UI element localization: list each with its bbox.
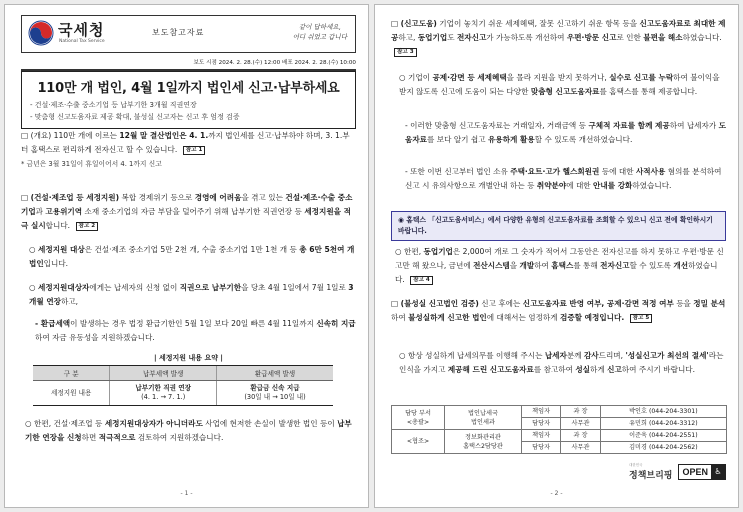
- table-cell: [392, 406, 445, 430]
- ver-text-3: 하여: [391, 313, 409, 323]
- vb-text-4: 라는 인식을 가지고: [399, 351, 724, 375]
- hd2-bold-2: 사적사용: [635, 167, 666, 176]
- vb-text-7: 하여 주시기 바랍니다.: [621, 365, 696, 375]
- dept-label: 담당 부서: [405, 409, 431, 417]
- ver-text-2: 등을: [673, 299, 694, 308]
- vb-bold-3: '성실신고가 최선의 절세': [625, 351, 709, 360]
- section-overview: [21, 129, 356, 170]
- bullet-1-bold: 세정지원 대상: [38, 245, 85, 254]
- table-cell: [445, 406, 522, 430]
- help-bullet-1: ○ 기업이 공제·감면 등 세제혜택을 몰라 지원을 받지 못하거나, 실수로 신고를 누락하여 불이익을 받지 않도록 신고에 도움이 되는 다양한 맞춤형 신고도움자료를 홈택스를 통해 제공합니다.: [399, 73, 720, 97]
- ver-bold-4: 검증할 예정입니다.: [560, 313, 625, 323]
- subbullet-text-2: 하여 자금 유동성을 지원하겠습니다.: [35, 333, 155, 343]
- help-text-5: 로 인한: [616, 33, 644, 43]
- hb-text-4: 를 홈택스를 통해 제공합니다.: [599, 87, 698, 97]
- help-bold-2: 동업기업: [417, 33, 448, 43]
- help-text-3: 도: [447, 33, 457, 43]
- table-header: 구 분: [33, 366, 110, 381]
- pt-bold-3: 개발: [519, 261, 535, 271]
- subbullet-bold: - 환급세액: [35, 319, 71, 328]
- pt-text-5: 를 통해: [573, 261, 601, 271]
- table-header: 환급세액 발생: [217, 366, 334, 381]
- ver-bold-1: 신고도움자료 반영 여부, 공제·감면 적정 여부: [522, 299, 674, 308]
- hd1-text-2: 하여 납세자가: [669, 121, 719, 130]
- help-dash-2: [405, 165, 726, 193]
- hd2-bold-4: 안내를 강화: [593, 181, 633, 191]
- support-bullet-2: ○ 세정지원대상자에게는 납세자의 신청 없이 직권으로 납부기한을 당초 4월 1일에서 7월 1일로 3개월 연장하고,: [29, 283, 354, 307]
- ext-bold-3: 적극적으로: [98, 433, 136, 443]
- table-header-row: [33, 366, 333, 381]
- vb-bold-5: 성실: [575, 365, 591, 375]
- vb-text-1: 항상 성실하게 납세의무를 이행해 주시는: [408, 351, 545, 360]
- hd2-text-5: 하였습니다.: [632, 181, 672, 191]
- pt-text-3: 을: [509, 261, 520, 271]
- hd2-text-2: 등에 대한: [599, 167, 636, 176]
- ver-heading: (불성실 신고법인 검증): [400, 299, 479, 308]
- page-title: 110만 개 법인, 4월 1일까지 법인세 신고·납부하세요: [37, 81, 340, 96]
- vb-bold-2: 감사: [583, 351, 599, 360]
- hometax-notice-box: ◉ 홈택스 「신고도움서비스」에서 다양한 유형의 신고도움자료를 조회할 수 있으니 신고 전에 확인하시기 바랍니다.: [391, 211, 726, 241]
- agency-english-name: National Tax Service: [59, 39, 105, 44]
- help-text-6: 하였습니다.: [682, 33, 722, 43]
- vb-text-3: 드리며,: [598, 351, 626, 360]
- table-row: [33, 381, 333, 406]
- table-cell: 사무관: [561, 442, 600, 454]
- hb-text-1: 기업이: [408, 73, 433, 82]
- help-text-1: 기업이 놓치기 쉬운 세제혜택, 잘못 신고하기 쉬운 항목 등을: [436, 19, 640, 28]
- ext-text-4: 검토하여 지원하겠습니다.: [135, 433, 224, 443]
- agency-name: 국세청: [58, 21, 105, 39]
- table-cell: [110, 381, 217, 406]
- ext-text-1: 한편, 건설·제조업 등: [34, 419, 105, 428]
- ver-bold-3: 불성실하게 신고한 법인: [408, 313, 487, 323]
- table-title: | 세정지원 내용 요약 |: [154, 354, 223, 362]
- table-cell: 과 장: [561, 406, 600, 418]
- vb-bold-1: 납세자: [544, 351, 567, 360]
- support-text-1: 복합 경제위기 등으로: [119, 193, 195, 202]
- ext-text-2: 사업에 현저한 손실이 발생한 법인 등이: [202, 419, 338, 428]
- cell-sub: (4. 1. → 7. 1.): [141, 393, 186, 401]
- hd2-bold-1: 주택·요트·고가 헬스회원권: [510, 167, 600, 176]
- support-text-2: 을 겪고 있는: [241, 193, 286, 202]
- cell-main: 환급금 신속 지급: [250, 384, 300, 392]
- table-cell: 세정지원 내용: [33, 381, 110, 406]
- hb-text-2: 을 몰라 지원을 받지 못하거나,: [506, 73, 610, 82]
- overview-deadline: 12월 말 결산법인은 4. 1.: [119, 131, 209, 140]
- pt-bold-5: 전자신고: [600, 261, 630, 271]
- section-support: [21, 191, 356, 234]
- vb-text-5: 를 참고하여: [533, 365, 576, 375]
- pt-bold-4: 홈택스: [551, 261, 574, 271]
- slogan-line-2: 어디 쉬었고 갑니다: [292, 33, 347, 41]
- table-cell: <협조>: [392, 430, 445, 454]
- dept-name: 정보화관리관: [465, 433, 501, 441]
- bullet-1-bold-2: 총 6만 5천여 개 법인: [29, 245, 355, 269]
- slogan: [293, 22, 347, 42]
- table-cell: 유민희 (044-204-3312): [600, 418, 726, 430]
- document-type: 보도참고자료: [152, 28, 205, 37]
- hd1-text-1: - 이러한 맞춤형 신고도움자료는 거래일자, 거래금액 등: [405, 121, 589, 130]
- table-header: 납부세액 발생: [110, 366, 217, 381]
- support-bold-4: 세정지원을 적극 실시: [21, 207, 351, 231]
- pt-bold-1: 동업기업: [423, 247, 453, 256]
- dept-name-sub: 법인세과: [471, 418, 495, 426]
- cell-main: 납부기한 직권 연장: [135, 384, 191, 392]
- table-cell: 책임자: [521, 406, 560, 418]
- hb-bold-2: 실수로 신고를 누락: [609, 73, 674, 82]
- dept-name: 법인납세국: [468, 409, 498, 417]
- pt-bold-6: 개선: [673, 261, 689, 271]
- overview-text: (개요) 110만 개에 이르는: [30, 131, 120, 140]
- open-label: OPEN: [682, 467, 708, 477]
- footer-brand: [629, 463, 726, 481]
- policy-briefing-logo: [629, 463, 672, 481]
- ver-bold-2: 정밀 분석: [693, 299, 726, 308]
- hd2-bold-3: 취약분야: [536, 181, 567, 191]
- section-partnership: ○ 한편, 동업기업은 2,000여 개로 그 숫자가 적어서 그동안은 전자신고를 하지 못하고 우편·방문 신고만 해 왔으나, 금년에 전산시스템을 개발하여 홈택스를 통해 전자신고할 수 있도록 개선하였습니다. 참고 4: [395, 247, 724, 285]
- section-filing-help: □ (신고도움) 기업이 놓치기 쉬운 세제혜택, 잘못 신고하기 쉬운 항목 등을 신고도움자료로 최대한 제공하고, 동업기업도 전자신고가 가능하도록 개선하여 우편·방문 신고로 인한 불편을 해소하였습니다. 참고 3: [391, 19, 726, 56]
- hd2-text-3: 혐의를 분석하여 신고 시 유의사항으로 개별안내 하는 등: [405, 167, 722, 191]
- table-cell: [445, 430, 522, 454]
- support-heading: (건설·제조업 등 세정지원): [30, 193, 120, 202]
- pt-text-7: 하였습니다.: [395, 261, 718, 285]
- dept-sub: <총괄>: [406, 418, 430, 426]
- support-text-5: 합니다.: [45, 221, 71, 231]
- ext-bold-2: 납부기한 연장을 신청: [25, 419, 352, 443]
- bullet-2-text: 에게는 납세자의 신청 없이: [89, 283, 180, 292]
- page-2: [374, 4, 739, 508]
- ver-text-4: 에 대해서는 엄정하게: [486, 313, 561, 323]
- brand-sub: 대한민국: [629, 463, 643, 467]
- open-license-badge: [678, 464, 726, 480]
- ext-bold-1: 세정지원대상자가 아니더라도: [104, 419, 203, 428]
- bullet-2-bold: 세정지원대상자: [38, 283, 90, 292]
- section-extension-request: ○ 한편, 건설·제조업 등 세정지원대상자가 아니더라도 사업에 현저한 손실이 발생한 법인 등이 납부기한 연장을 신청하면 적극적으로 검토하여 지원하겠습니다.: [25, 419, 352, 443]
- contact-table: [391, 405, 727, 454]
- hb-bold-1: 공제·감면 등 세제혜택: [432, 73, 507, 82]
- table-cell: 박인호 (044-204-3301): [600, 406, 726, 418]
- support-table: [33, 365, 333, 406]
- bullet-1-text: 은 건설·제조 중소기업 5만 2천 개, 수출 중소기업 1만 1천 개 등: [84, 245, 300, 254]
- hb-bold-3: 맞춤형 신고도움자료: [530, 87, 600, 97]
- vb-text-2: 분께: [566, 351, 584, 360]
- support-bold-1: 경영에 어려움: [194, 193, 242, 202]
- square-bullet-icon: □: [21, 193, 29, 202]
- support-bold-3: 고용위기역: [45, 207, 83, 217]
- help-bold-5: 불편을 해소: [643, 33, 683, 43]
- hb-text-3: 하여 불이익을 받지 않도록 신고에 도움이 되는 다양한: [399, 73, 720, 97]
- table-cell: 담당자: [521, 442, 560, 454]
- table-cell: 이준욱 (044-204-2551): [600, 430, 726, 442]
- table-cell: 김미경 (044-204-2562): [600, 442, 726, 454]
- table-cell: 사무관: [561, 418, 600, 430]
- brand-main: 정책브리핑: [629, 471, 673, 481]
- vb-bold-4: 제공해 드린 신고도움자료: [447, 365, 534, 375]
- bullet-2-text-3: 하고,: [61, 297, 79, 307]
- bullet-2-bold-2: 직권으로 납부기한: [179, 283, 242, 292]
- dept-name-sub: 홈택스2담당관: [463, 442, 503, 450]
- section-verification: □ (불성실 신고법인 검증) 신고 후에는 신고도움자료 반영 여부, 공제·감면 적정 여부 등을 정밀 분석하여 불성실하게 신고한 법인에 대해서는 엄정하게 검증할 예정입니다. 참고 5: [391, 299, 726, 323]
- reference-tag: 참고 2: [76, 222, 99, 231]
- press-header: [21, 15, 356, 53]
- pt-text-6: 할 수 있도록: [629, 261, 674, 271]
- vb-text-6: 하게: [590, 365, 608, 375]
- cell-sub: (30일 내 → 10일 내): [244, 393, 306, 401]
- hd2-text-4: 에 대한: [566, 181, 594, 191]
- subtitle-1: - 건설·제조·수출 중소기업 등 납부기한 3개월 직권연장: [30, 101, 197, 109]
- subbullet-bold-2: 신속히 지급: [316, 319, 356, 328]
- bullet-2-bold-3: 3개월 연장: [29, 283, 354, 307]
- subtitle-2: - 맞춤형 신고도움자료 제공 확대, 불성실 신고자는 신고 후 엄정 검증: [30, 112, 240, 121]
- hd1-text-4: 할 수 있도록 개선하였습니다.: [534, 135, 633, 145]
- bullet-1-text-2: 입니다.: [43, 259, 69, 269]
- page-1: [4, 4, 369, 508]
- vb-bold-6: 신고: [607, 365, 622, 375]
- verification-bullet: ○ 항상 성실하게 납세의무를 이행해 주시는 납세자분께 감사드리며, '성실신고가 최선의 절세'라는 인식을 가지고 제공해 드린 신고도움자료를 참고하여 성실하게 신고하여 주시기 바랍니다.: [399, 351, 724, 375]
- page-number: - 2 -: [550, 490, 563, 497]
- pt-bold-2: 전산시스템: [473, 261, 510, 271]
- cc-icon: ♿: [711, 464, 725, 480]
- reference-tag: 참고 4: [410, 276, 433, 285]
- help-bold-3: 전자신고: [456, 33, 487, 43]
- help-text-4: 가 가능하도록 개선하여: [486, 33, 567, 43]
- overview-text-2: 까지 법인세를 신고·납부하야 하며, 3. 1.부터 홈택스로 편리하게 전자신고 할 수 있습니다.: [21, 131, 350, 155]
- help-dash-1: [405, 119, 726, 147]
- help-text-2: 하고,: [398, 33, 418, 43]
- ext-text-3: 하면: [81, 433, 99, 443]
- overview-note: * 금년은 3월 31일이 휴일이어서 4. 1까지 신고: [21, 160, 162, 169]
- pt-text-4: 하여: [534, 261, 552, 271]
- table-cell: [217, 381, 334, 406]
- support-bold-2: 건설·제조·수출 중소기업: [21, 193, 353, 217]
- page-number: - 1 -: [180, 490, 193, 497]
- reference-tag: 참고 3: [394, 48, 417, 57]
- hd1-text-3: 를 보다 알기 쉽고: [427, 135, 489, 145]
- support-bullet-1: ○ 세정지원 대상은 건설·제조 중소기업 5만 2천 개, 수출 중소기업 1만 1천 개 등 총 6만 5천여 개 법인입니다.: [29, 245, 355, 269]
- support-text-4: 소재 중소기업의 자금 부담을 덜어주기 위해 납부기한 직권연장 등: [82, 207, 305, 217]
- hd1-bold-3: 유용하게 활용: [488, 135, 535, 145]
- table-cell: 책임자: [521, 430, 560, 442]
- nts-logo-icon: [28, 20, 54, 46]
- help-bold-1: 신고도움자료로 최대한 제공: [391, 19, 726, 43]
- bullet-2-text-2: 을 당초 4월 1일에서 7월 1일로: [241, 283, 349, 292]
- reference-tag: 참고 1: [183, 146, 206, 155]
- help-bold-4: 우편·방문 신고: [566, 33, 617, 43]
- table-cell: 과 장: [561, 430, 600, 442]
- embargo-line: 보도 시점 2024. 2. 28.(수) 12:00 배포 2024. 2. 28.(수) 10:00: [21, 58, 356, 71]
- square-bullet-icon: □: [21, 131, 29, 140]
- title-box: [21, 71, 356, 129]
- table-row: [392, 406, 727, 418]
- table-row: [392, 430, 727, 442]
- slogan-line-1: 같이 답하세요,: [298, 23, 341, 31]
- subbullet-text: 이 발생하는 경우 법정 환급기한인 5월 1일 보다 20일 빠른 4월 11일까지: [70, 319, 317, 328]
- pt-text-1: 한편,: [404, 247, 424, 256]
- table-cell: 담당자: [521, 418, 560, 430]
- help-heading: (신고도움): [400, 19, 437, 28]
- support-subbullet: [35, 317, 356, 345]
- ver-text-1: 신고 후에는: [478, 299, 523, 308]
- hd1-bold-1: 구체적 자료를 함께 제공: [588, 121, 670, 130]
- support-text-3: 과: [35, 207, 46, 217]
- pt-text-2: 은 2,000여 개로 그 숫자가 적어서 그동안은 전자신고를 하지 못하고 우편·방문 신고만 해 왔으나, 금년에: [395, 247, 724, 271]
- hd1-bold-2: 도움자료: [405, 121, 726, 145]
- hd2-text-1: - 또한 이번 신고부터 법인 소유: [405, 167, 511, 176]
- reference-tag: 참고 5: [630, 314, 653, 323]
